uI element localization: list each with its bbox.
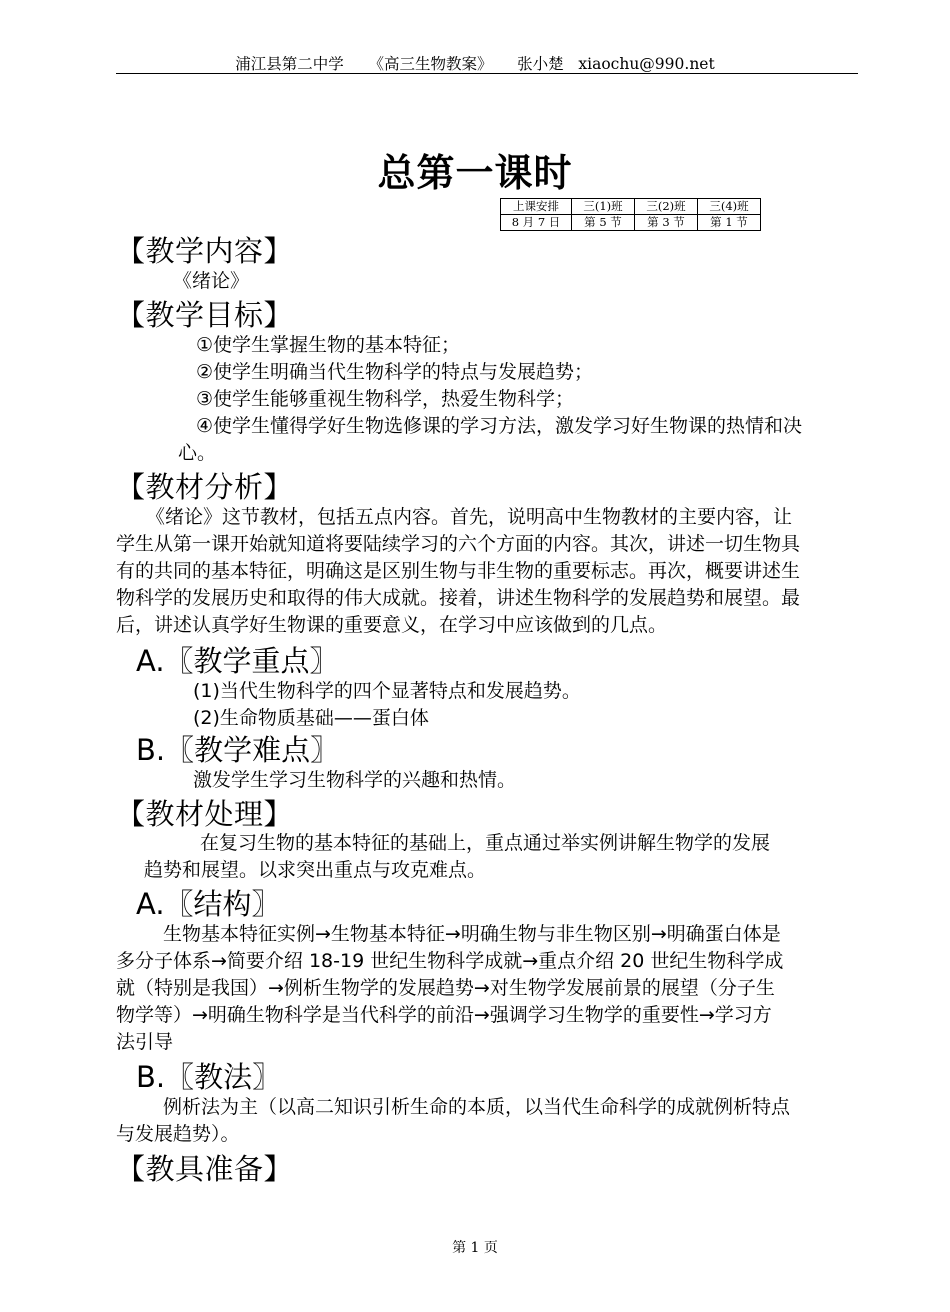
table-cell: 第 1 节	[698, 215, 761, 231]
header-email: xiaochu@990.net	[578, 55, 715, 73]
table-cell: 三(1)班	[572, 199, 635, 215]
structure-line: 就（特别是我国）→例析生物学的发展趋势→对生物学发展前景的展望（分子生	[116, 977, 775, 999]
section-heading-tools: 【教具准备】	[116, 1152, 294, 1186]
analysis-line: 《绪论》这节教材，包括五点内容。首先，说明高中生物教材的主要内容，让	[146, 506, 793, 528]
goal-item-wrap: 心。	[178, 442, 217, 464]
goal-item: ③使学生能够重视生物科学，热爱生物科学；	[196, 388, 575, 410]
section-heading-processing: 【教材处理】	[116, 797, 294, 831]
goal-item: ④使学生懂得学好生物选修课的学习方法，激发学习好生物课的热情和决	[196, 415, 803, 437]
subsection-heading-key: A.〖教学重点〗	[136, 644, 339, 678]
analysis-line: 学生从第一课开始就知道将要陆续学习的六个方面的内容。其次，讲述一切生物具	[116, 533, 801, 555]
subsection-heading-structure: A.〖结构〗	[136, 887, 281, 921]
table-cell: 第 3 节	[635, 215, 698, 231]
section-heading-analysis: 【教材分析】	[116, 470, 294, 504]
goal-item: ①使学生掌握生物的基本特征；	[196, 334, 461, 356]
structure-line: 法引导	[116, 1031, 174, 1053]
analysis-line: 有的共同的基本特征，明确这是区别生物与非生物的重要标志。再次，概要讲述生	[116, 560, 801, 582]
key-point: (1)当代生物科学的四个显著特点和发展趋势。	[193, 680, 581, 702]
header-book: 《高三生物教案》	[368, 55, 493, 73]
table-cell: 第 5 节	[572, 215, 635, 231]
table-row	[501, 199, 761, 215]
table-cell: 三(4)班	[698, 199, 761, 215]
header-divider	[116, 73, 858, 74]
processing-line: 趋势和展望。以求突出重点与攻克难点。	[144, 859, 487, 881]
table-cell: 上课安排	[501, 199, 572, 215]
content-text: 《绪论》	[173, 270, 250, 292]
structure-line: 生物基本特征实例→生物基本特征→明确生物与非生物区别→明确蛋白体是	[163, 923, 781, 945]
structure-line: 多分子体系→简要介绍 18-19 世纪生物科学成就→重点介绍 20 世纪生物科学成	[116, 950, 784, 972]
table-cell: 8 月 7 日	[501, 215, 572, 231]
difficulty-text: 激发学生学习生物科学的兴趣和热情。	[193, 769, 517, 791]
table-cell: 三(2)班	[635, 199, 698, 215]
processing-line: 在复习生物的基本特征的基础上，重点通过举实例讲解生物学的发展	[200, 832, 771, 854]
key-point: (2)生命物质基础——蛋白体	[193, 707, 429, 729]
analysis-line: 物科学的发展历史和取得的伟大成就。接着，讲述生物科学的发展趋势和展望。最	[116, 587, 801, 609]
page-header	[0, 52, 950, 74]
section-heading-content: 【教学内容】	[116, 234, 294, 268]
section-heading-goals: 【教学目标】	[116, 298, 294, 332]
method-line: 与发展趋势）。	[116, 1123, 240, 1145]
table-row	[501, 215, 761, 231]
header-school: 浦江县第二中学	[235, 55, 344, 73]
page-number: 第 1 页	[452, 1240, 498, 1256]
page-title: 总第一课时	[377, 150, 573, 195]
header-author: 张小楚	[517, 55, 564, 73]
method-line: 例析法为主（以高二知识引析生命的本质，以当代生命科学的成就例析特点	[163, 1096, 791, 1118]
goal-item: ②使学生明确当代生物科学的特点与发展趋势；	[196, 361, 594, 383]
analysis-line: 后，讲述认真学好生物课的重要意义，在学习中应该做到的几点。	[116, 614, 668, 636]
subsection-heading-method: B.〖教法〗	[136, 1060, 282, 1094]
schedule-table	[500, 198, 761, 231]
subsection-heading-difficulty: B.〖教学难点〗	[136, 733, 340, 767]
structure-line: 物学等）→明确生物科学是当代科学的前沿→强调学习生物学的重要性→学习方	[116, 1004, 772, 1026]
